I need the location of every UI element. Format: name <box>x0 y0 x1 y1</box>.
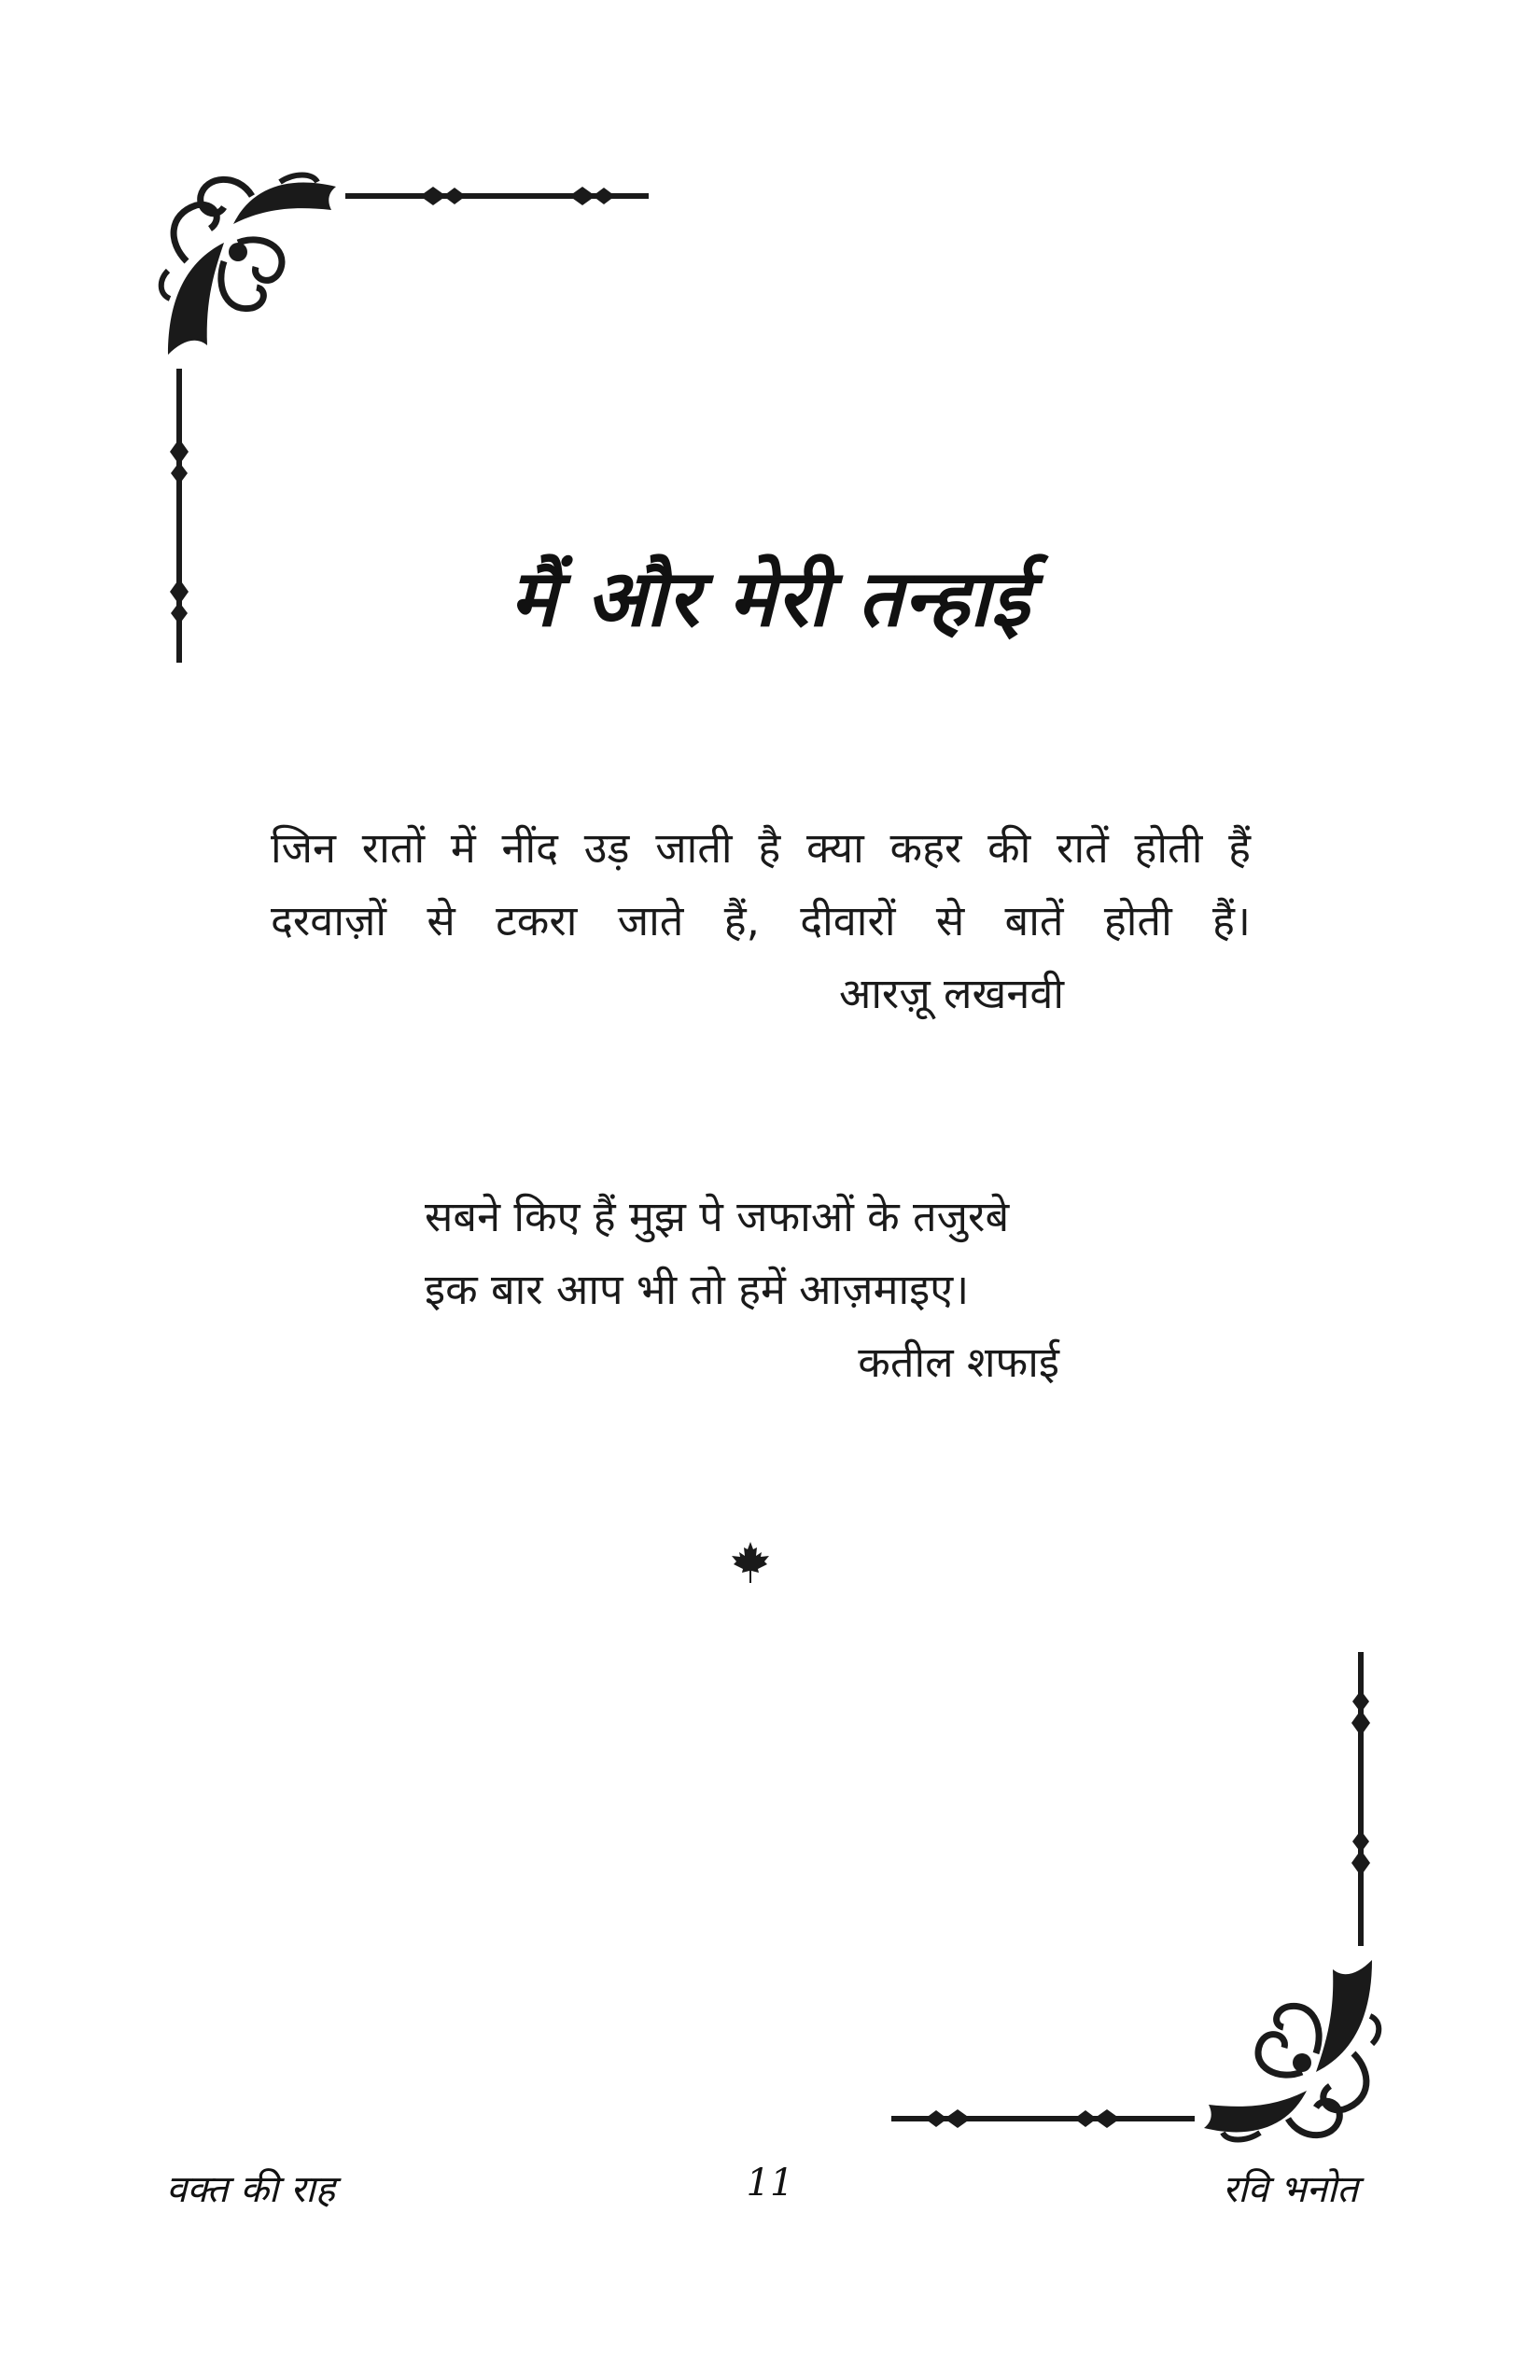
verse-author: कतील शफाई <box>858 1337 1059 1387</box>
verse-block <box>425 1181 1097 1399</box>
maple-leaf-icon <box>728 1540 773 1585</box>
verse-line: इक बार आप भी तो हमें आज़माइए। <box>425 1265 970 1314</box>
verse-author: आरज़ू लखनवी <box>838 969 1064 1018</box>
footer-book-title: वक्त की राह <box>166 2168 335 2211</box>
corner-ornament-bottom-right <box>868 1633 1391 2156</box>
verse-line: सबने किए हैं मुझ पे जफाओं के तजुरबे <box>425 1192 1010 1241</box>
verse-line: जिन रातों में नींद उड़ जाती है क्या कहर की रातें होती हैं <box>271 823 1251 873</box>
page-title: मैं और मेरी तन्हाई <box>510 553 1030 644</box>
footer-author-name: रवि भनोत <box>1222 2168 1358 2211</box>
verse-block <box>271 812 1251 1030</box>
verse-line: दरवाज़ों से टकरा जाते हैं, दीवारों से बातें होती हैं। <box>271 896 1251 945</box>
footer-page-number: 11 <box>746 2162 794 2205</box>
